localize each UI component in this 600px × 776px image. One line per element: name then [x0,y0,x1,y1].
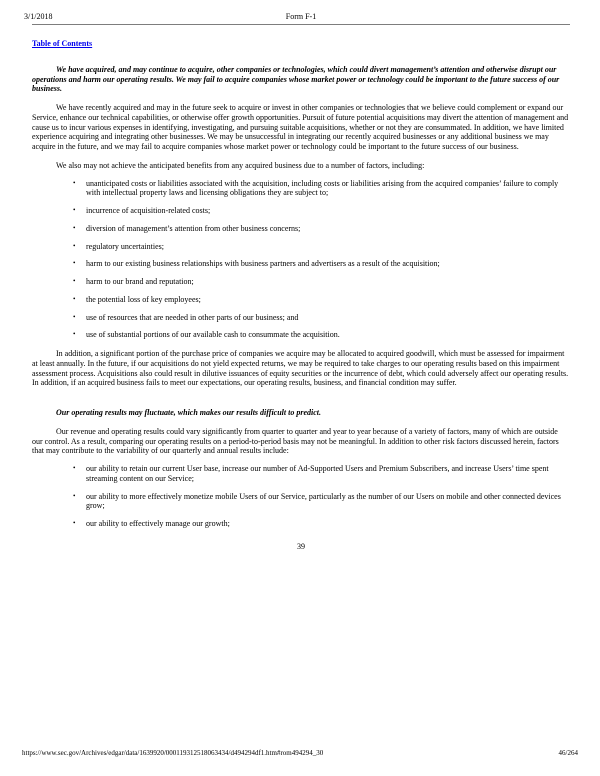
toc-link-row [32,39,570,49]
list-item [32,295,570,305]
list-item-text: harm to our existing business relationships with business partners and advertisers as a result of the acquisition; [86,259,440,269]
print-header [24,12,578,22]
bullet-icon: • [73,330,76,339]
table-of-contents-link[interactable]: Table of Contents [32,39,93,48]
list-item-text: our ability to retain our current User base, increase our number of Ad-Supported Users and Premium Subscribers, and increase Users’ time spent streaming content on our Service; [86,464,549,483]
bullet-icon: • [73,178,76,187]
list-item [32,224,570,234]
bullet-icon: • [73,294,76,303]
page-number: 39 [297,541,305,551]
list-item [32,519,570,529]
list-item [32,259,570,269]
acquisition-factors-list [32,179,570,341]
list-item [32,492,570,512]
paragraph-acquisitions-3: In addition, a significant portion of the purchase price of companies we acquire may be allocated to acquired goodwill, which must be assessed for impairment at least annually. In the future, if our acquisitions do not yield expected returns, we may be required to take charges to our operating results based on this impairment assessment process. Acquisitions also could result in dilutive issuances of equity securities or the incurrence of debt, which could adversely affect our operating results. In addition, if an acquired business fails to meet our expectations, our operating results, business, and financial condition may suffer. [32,349,569,388]
bullet-icon: • [73,223,76,232]
list-item [32,277,570,287]
paragraph-acquisitions-1: We have recently acquired and may in the future seek to acquire or invest in other companies or technologies that we believe could complement or expand our Service, enhance our technical capabilities, or otherwise offer growth opportunities. Pursuit of future potential acquisitions may divert the attention of management and cause us to incur various expenses in identifying, investigating, and pursuing suitable acquisitions, whether or not they are consummated. In addition, we have limited experience acquiring and integrating other businesses. We may be unsuccessful in integrating our recently acquired businesses or any additional business we may acquire in the future, and we may fail to acquire companies whose market power or technology could be important to the future success of our business. [32,103,569,151]
bullet-icon: • [73,464,76,472]
bullet-icon: • [73,277,76,285]
variability-factors-list [32,464,570,529]
print-footer [22,749,578,758]
list-item-text: incurrence of acquisition-related costs; [86,206,211,215]
paragraph-acquisitions-2: We also may not achieve the anticipated benefits from any acquired business due to a number of factors, including: [56,160,425,170]
list-item-text: unanticipated costs or liabilities associated with the acquisition, including costs or liabilities arising from the acquired companies’ failure to comply with intellectual property laws and licensing obligations they are subject to; [86,178,559,198]
list-item [32,330,570,340]
bullet-icon: • [73,206,76,214]
list-item-text: harm to our brand and reputation; [86,277,194,286]
list-item [32,464,570,484]
list-item-text: use of resources that are needed in other parts of our business; and [86,312,299,322]
bullet-icon: • [73,241,76,250]
list-item [32,179,570,199]
paragraph-operating-results-1: Our revenue and operating results could vary significantly from quarter to quarter and year to year because of a variety of factors, many of which are outside our control. As a result, comparing our operating results on a period-to-period basis may not be meaningful. In addition to other risk factors discussed herein, factors that may contribute to the variability of our quarterly and annual results include: [32,426,559,456]
bullet-icon: • [73,519,76,527]
list-item [32,242,570,252]
list-item-text: diversion of management’s attention from other business concerns; [86,223,301,233]
bullet-icon: • [73,259,76,268]
bullet-icon: • [73,312,76,321]
risk-factor-heading-acquisitions: We have acquired, and may continue to acquire, other companies or technologies, which could divert management’s attention and otherwise disrupt our operations and harm our operating results. We may fail to acquire companies whose market power or technology could be important to the future success of our business. [32,64,560,94]
list-item-text: use of substantial portions of our available cash to consummate the acquisition. [86,330,340,340]
form-title: Form F-1 [285,12,317,21]
footer-url: https://www.sec.gov/Archives/edgar/data/1639920/000119312518063434/d494294df1.htm#rom494294_30 [22,749,324,758]
print-date: 3/1/2018 [24,12,53,21]
bullet-icon: • [73,491,76,500]
list-item-text: regulatory uncertainties; [86,241,164,251]
header-divider [32,24,570,25]
list-item-text: our ability to more effectively monetize mobile Users of our Service, particularly as the number of our Users on mobile and other connected devices grow; [86,491,561,511]
risk-factor-heading-operating-results: Our operating results may fluctuate, which makes our results difficult to predict. [56,408,321,417]
list-item-text: our ability to effectively manage our growth; [86,519,230,528]
list-item-text: the potential loss of key employees; [86,294,201,304]
footer-page-indicator: 46/264 [558,749,578,758]
list-item [32,313,570,323]
list-item [32,206,570,216]
